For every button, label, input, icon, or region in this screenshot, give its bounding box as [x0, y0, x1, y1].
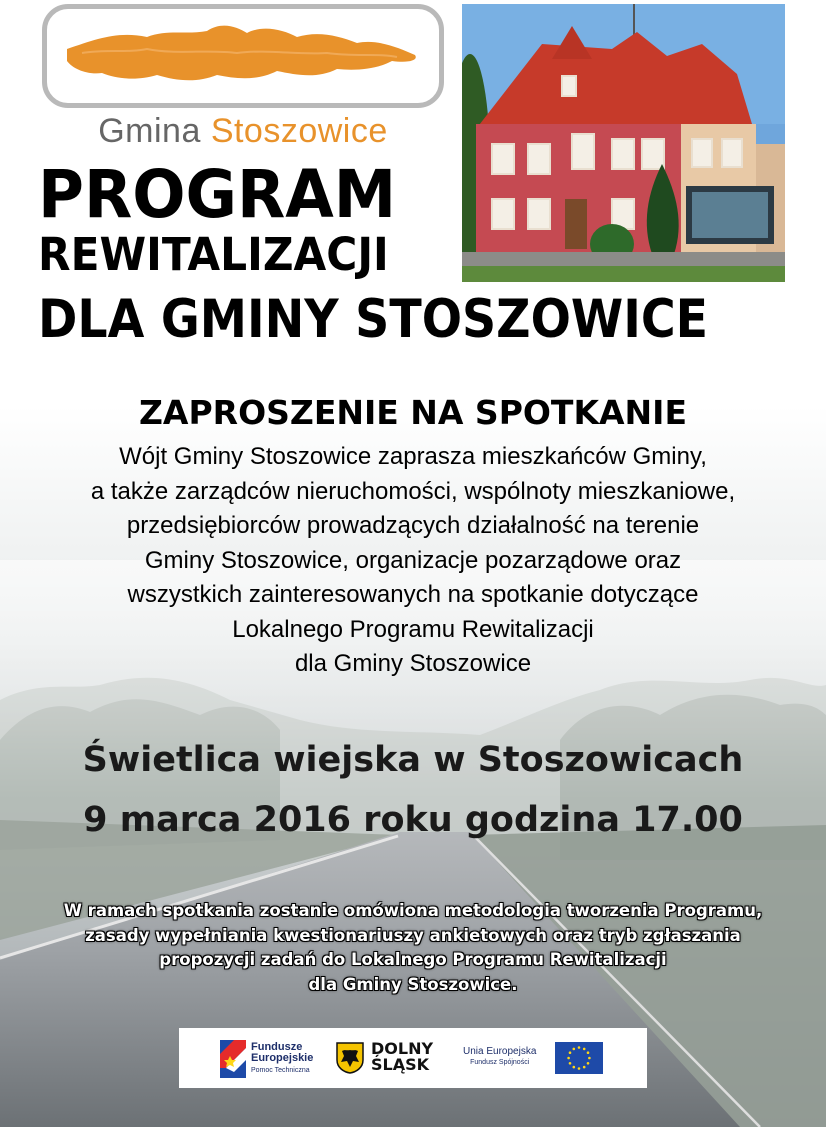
title-program: PROGRAM [38, 156, 397, 233]
meeting-details [0, 899, 826, 997]
gmina-map-emblem-icon [47, 9, 439, 103]
details-line: W ramach spotkania zostanie omówiona metodologia tworzenia Programu, [63, 901, 763, 920]
gmina-logo [42, 4, 444, 108]
funding-logos-bar [179, 1028, 647, 1088]
title-dla-gminy: DLA GMINY STOSZOWICE [38, 289, 709, 350]
eu-text: Unia Europejska Fundusz Spójności [463, 1046, 537, 1066]
event-datetime: 9 marca 2016 roku godzina 17.00 [83, 800, 743, 840]
details-line: zasady wypełniania kwestionariuszy ankietowych oraz tryb zgłaszania [85, 925, 741, 945]
eu-flag-icon [555, 1042, 603, 1074]
title-rewitalizacji: REWITALIZACJI [38, 228, 389, 281]
fundusze-europejskie-logo-icon [220, 1040, 246, 1078]
invitation-line: Wójt Gminy Stoszowice zaprasza mieszkańców Gminy, [119, 443, 707, 470]
invitation-line: dla Gminy Stoszowice [294, 650, 532, 677]
invitation-line: przedsiębiorców prowadzących działalność na terenie [126, 512, 700, 539]
ds-text: DOLNY ŚLĄSK [371, 1039, 434, 1074]
details-line: dla Gminy Stoszowice. [308, 974, 518, 994]
municipal-building-photo [462, 4, 785, 282]
invitation-heading: ZAPROSZENIE NA SPOTKANIE [139, 393, 687, 432]
invitation-line: a także zarządców nieruchomości, wspólnoty mieszkaniowe, [90, 477, 736, 505]
invitation-text [0, 440, 826, 682]
fe-text: Fundusze Europejskie Pomoc Techniczna [251, 1041, 314, 1074]
dolny-slask-eagle-icon [336, 1042, 364, 1074]
invitation-line: Lokalnego Programu Rewitalizacji [232, 615, 594, 643]
invitation-line: Gminy Stoszowice, organizacje pozarządowe oraz [144, 546, 682, 574]
details-line: propozycji zadań do Lokalnego Programu Rewitalizacji [159, 950, 667, 969]
gmina-logo-name: Gmina Stoszowice [98, 112, 388, 150]
invitation-line: wszystkich zainteresowanych na spotkanie dotyczące [127, 581, 699, 608]
event-venue: Świetlica wiejska w Stoszowicach [82, 740, 744, 780]
